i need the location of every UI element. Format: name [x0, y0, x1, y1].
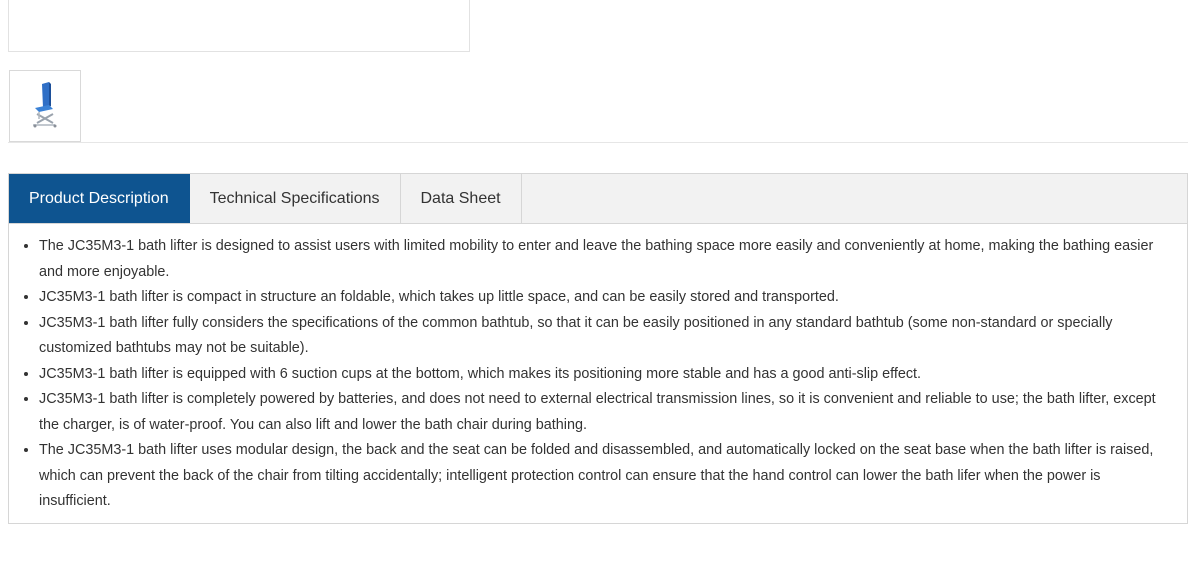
product-tabs-panel [8, 173, 1188, 524]
tab-product-description[interactable]: Product Description [9, 174, 190, 223]
list-item: • The JC35M3-1 bath lifter uses modular design, the back and the seat can be folded and disassembled, and automatically locked on the seat base when the bath lifter is raised, which can prevent the back of the chair from tilting accidentally; intelligent protection control can ensure that the hand control can lower the bath lifer when the power is insufficient. [39, 438, 1167, 515]
bath-chair-thumbnail-icon [25, 81, 65, 131]
tab-data-sheet[interactable]: Data Sheet [401, 174, 522, 223]
list-item: • The JC35M3-1 bath lifter is designed to assist users with limited mobility to enter and leave the bathing space more easily and conveniently at home, making the bathing easier and more enjoyable. [39, 234, 1167, 285]
description-list [19, 234, 1167, 515]
list-item: • JC35M3-1 bath lifter is equipped with 6 suction cups at the bottom, which makes its positioning more stable and has a good anti-slip effect. [39, 362, 1167, 388]
product-thumbnail[interactable] [9, 70, 81, 142]
list-item: • JC35M3-1 bath lifter is compact in structure an foldable, which takes up little space, and can be easily stored and transported. [39, 285, 1167, 311]
list-item: • JC35M3-1 bath lifter is completely powered by batteries, and does not need to external electrical transmission lines, so it is convenient and reliable to use; the bath lifter, except the charger, is of water-proof. You can also lift and lower the bath chair during bathing. [39, 387, 1167, 438]
product-description-content [9, 224, 1187, 515]
tab-technical-specifications[interactable]: Technical Specifications [190, 174, 401, 223]
tab-bar [9, 174, 1187, 224]
list-item: • JC35M3-1 bath lifter fully considers the specifications of the common bathtub, so that it can be easily positioned in any standard bathtub (some non-standard or specially customized bathtubs may not be suitable). [39, 311, 1167, 362]
main-product-image [8, 0, 470, 52]
section-divider [8, 142, 1188, 143]
